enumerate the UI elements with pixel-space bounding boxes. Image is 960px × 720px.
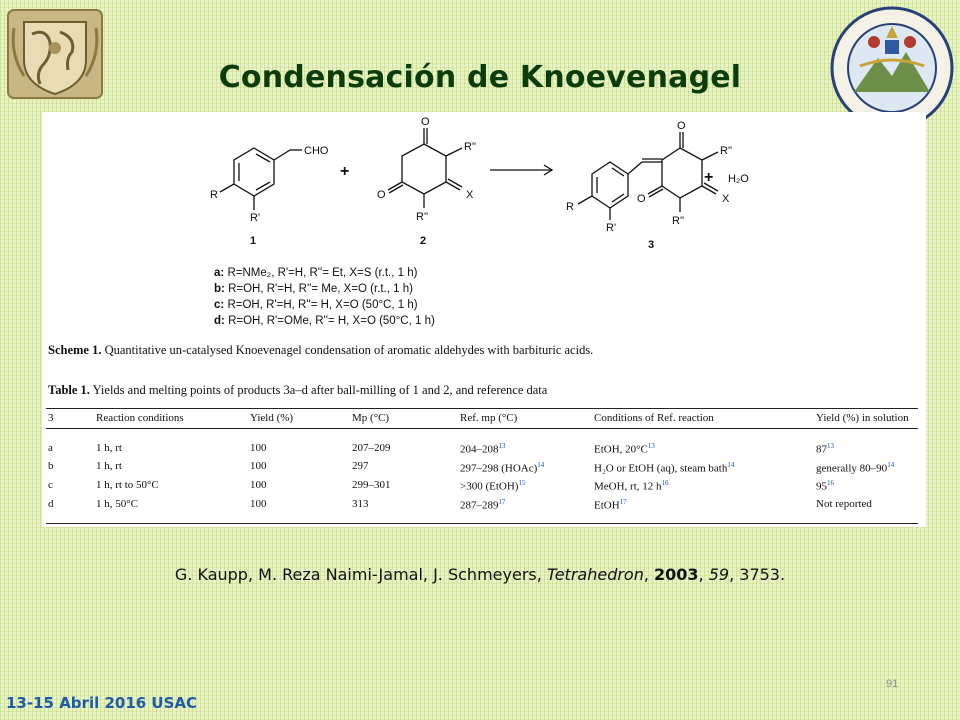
slide-title: Condensación de Knoevenagel	[218, 60, 742, 95]
label-p-r: R	[566, 201, 574, 213]
content-panel	[42, 112, 926, 527]
citation-year: 2003	[654, 565, 699, 584]
plus-sign-1: +	[340, 163, 350, 180]
citation: G. Kaupp, M. Reza Naimi-Jamal, J. Schmeyers, Tetrahedron, 2003, 59, 3753.	[174, 565, 786, 584]
label-water: H₂O	[728, 173, 749, 185]
conditions-list	[214, 265, 435, 329]
reference-link[interactable]: 14	[887, 460, 895, 469]
reference-link[interactable]: 14	[727, 460, 735, 469]
results-table	[46, 408, 918, 524]
condition-row: b: R=OH, R'=H, R''= Me, X=O (r.t., 1 h)	[214, 283, 413, 295]
col-header: Mp (°C)	[350, 409, 458, 429]
label-p-o-left: O	[637, 193, 646, 205]
label-cho: CHO	[304, 145, 329, 157]
col-header: Reaction conditions	[94, 409, 248, 429]
label-p-x: X	[722, 193, 730, 205]
reference-link[interactable]: 13	[827, 442, 834, 450]
condition-row: c: R=OH, R'=H, R''= H, X=O (50°C, 1 h)	[214, 299, 418, 311]
condition-row: a: R=NMe₂, R'=H, R''= Et, X=S (r.t., 1 h)	[214, 267, 418, 279]
label-p-rdd-top: R''	[720, 145, 733, 157]
label-r2-o-top: O	[421, 116, 430, 128]
table-row: b 1 h, rt 100 297 297–298 (HOAc)$^{14}$ H₂O or EtOH (aq), steam bath$^{14}$ generally $80-90^{14}$	[48, 460, 895, 475]
reference-link[interactable]: 17	[498, 497, 506, 506]
table-row: d 1 h, 50°C 100 313 $287-289^{17}$ EtOH$^{17}$ Not reported	[46, 495, 918, 523]
label-p-o-top: O	[677, 120, 686, 132]
label-r2-rdd-top: R''	[464, 141, 477, 153]
citation-page: 3753.	[739, 565, 786, 584]
label-r2-rdd-bottom: R''	[416, 211, 429, 223]
compound-number-1: 1	[250, 235, 257, 247]
reaction-scheme	[202, 114, 762, 262]
label-r2-x: X	[466, 189, 474, 201]
reference-link[interactable]: 16	[661, 479, 669, 488]
label-r2-o-left: O	[377, 189, 386, 201]
col-header: Conditions of Ref. reaction	[592, 409, 814, 429]
col-header: 3	[46, 409, 94, 429]
compound-number-2: 2	[420, 235, 427, 247]
table-header-row	[46, 409, 918, 429]
reference-link[interactable]: 13	[647, 442, 655, 450]
label-r1-r: R	[210, 189, 218, 201]
footer-date: 13-15 Abril 2016 USAC	[6, 694, 198, 712]
label-p-rdd-bottom: R''	[672, 215, 685, 227]
citation-volume: 59	[708, 565, 730, 584]
reference-link[interactable]: 14	[537, 460, 545, 469]
label-p-rprime: R'	[606, 222, 617, 234]
label-r1-rprime: R'	[250, 212, 261, 224]
col-header: Ref. mp (°C)	[458, 409, 592, 429]
table-row: a 1 h, rt 100 207–209 $204-208^{13}$ EtOH, $20^\circ C^{13}$ $87^{13}$	[48, 441, 834, 456]
plus-sign-2: +	[704, 169, 714, 186]
compound-number-3: 3	[648, 239, 655, 251]
col-header: Yield (%)	[248, 409, 350, 429]
table-row: c 1 h, rt to 50°C 100 299–301 >300 (EtOH)$^{15}$ MeOH, rt, 12 $h^{16}$ $95^{16}$	[48, 479, 834, 493]
reference-link[interactable]: 17	[619, 497, 627, 506]
scheme-caption: Scheme 1. Quantitative un-catalysed Knoevenagel condensation of aromatic aldehydes with barbituric acids.	[48, 343, 594, 357]
reference-link[interactable]: 13	[498, 442, 506, 450]
condition-row: d: R=OH, R'=OMe, R''= H, X=O (50°C, 1 h)	[214, 315, 435, 327]
slide-number: 91	[886, 678, 899, 690]
journal-name: Tetrahedron	[546, 565, 644, 584]
table-caption: Table 1. Yields and melting points of products 3a–d after ball-milling of 1 and 2, and reference data	[48, 383, 548, 397]
col-header: Yield (%) in solution	[814, 409, 918, 429]
reference-link[interactable]: 16	[827, 479, 834, 488]
reference-link[interactable]: 15	[518, 479, 526, 488]
